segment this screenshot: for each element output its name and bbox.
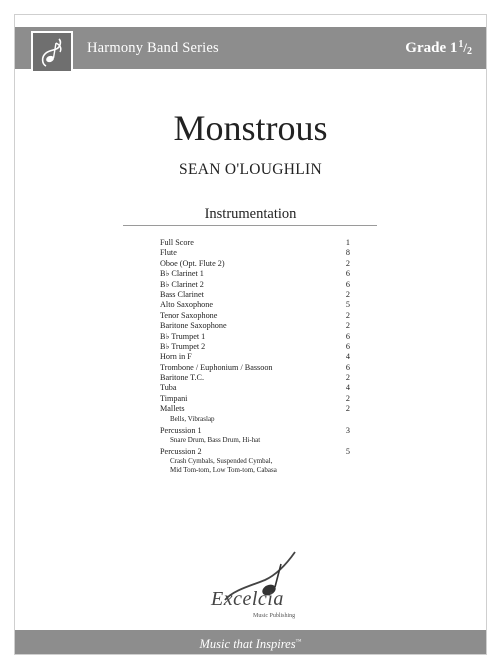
instrument-count: 2 xyxy=(345,393,350,403)
instrument-name: Percussion 2 xyxy=(160,447,202,457)
trademark-symbol: ™ xyxy=(295,639,302,645)
grade-fraction-denominator: 2 xyxy=(467,46,472,57)
instrument-name: Baritone T.C. xyxy=(160,373,205,383)
music-note-icon xyxy=(38,37,68,69)
instrument-name: B♭ Trumpet 1 xyxy=(160,331,206,341)
instrumentation-heading: Instrumentation xyxy=(204,206,297,222)
instrument-name: Timpani xyxy=(160,393,188,403)
footer-band xyxy=(15,630,486,654)
instrument-count: 2 xyxy=(345,258,350,268)
instrument-name: B♭ Clarinet 2 xyxy=(160,279,204,289)
instrument-count: 2 xyxy=(345,310,350,320)
instrument-count: 6 xyxy=(345,279,350,289)
instrument-row xyxy=(160,311,350,321)
instrument-count: 6 xyxy=(345,331,350,341)
instrument-row xyxy=(160,342,350,352)
instrument-row xyxy=(160,280,350,290)
instrument-note-line: Snare Drum, Bass Drum, Hi-hat xyxy=(170,436,261,445)
instrument-count: 5 xyxy=(345,300,350,310)
instrument-row xyxy=(160,248,350,258)
instrument-count: 6 xyxy=(345,341,350,351)
instrument-name: Tenor Saxophone xyxy=(160,310,218,320)
instrument-row xyxy=(160,238,350,248)
publisher-subtitle: Music Publishing xyxy=(253,613,296,619)
instrument-count: 2 xyxy=(345,404,350,414)
instrument-row xyxy=(160,404,350,414)
grade-prefix: Grade 1 xyxy=(405,40,458,56)
instrument-note-line: Bells, Vibraslap xyxy=(170,414,215,423)
piece-title: Monstrous xyxy=(173,108,328,148)
instrumentation-list xyxy=(160,238,350,477)
instrument-count: 3 xyxy=(345,425,350,435)
instrument-row xyxy=(160,300,350,310)
instrument-count: 2 xyxy=(345,289,350,299)
instrument-note xyxy=(160,436,350,445)
instrument-name: Full Score xyxy=(160,238,194,247)
tagline-text: Music that Inspires xyxy=(199,637,296,651)
instrument-count: 2 xyxy=(345,321,350,331)
grade-fraction-slash: / xyxy=(463,40,467,55)
score-cover xyxy=(14,14,487,655)
instrument-name: B♭ Clarinet 1 xyxy=(160,269,204,279)
instrument-name: Trombone / Euphonium / Bassoon xyxy=(160,362,273,372)
instrument-count: 1 xyxy=(345,238,350,247)
instrument-count: 4 xyxy=(345,383,350,393)
series-logo xyxy=(31,31,73,73)
instrument-name: B♭ Trumpet 2 xyxy=(160,341,206,351)
instrument-name: Percussion 1 xyxy=(160,425,202,435)
instrument-row xyxy=(160,394,350,404)
instrument-name: Bass Clarinet xyxy=(160,289,204,299)
composer-name: SEAN O'LOUGHLIN xyxy=(179,161,322,178)
series-title: Harmony Band Series xyxy=(87,40,219,56)
instrument-row xyxy=(160,447,350,457)
instrument-name: Mallets xyxy=(160,404,185,414)
heading-divider xyxy=(123,225,377,226)
instrument-row xyxy=(160,269,350,279)
tagline xyxy=(200,637,302,651)
publisher-logo xyxy=(203,550,303,622)
instrument-row xyxy=(160,352,350,362)
instrument-name: Tuba xyxy=(160,383,177,393)
instrument-count: 2 xyxy=(345,373,350,383)
instrument-row xyxy=(160,332,350,342)
instrument-name: Oboe (Opt. Flute 2) xyxy=(160,258,225,268)
instrument-row xyxy=(160,321,350,331)
instrument-note xyxy=(160,457,350,475)
instrument-row xyxy=(160,259,350,269)
instrument-count: 6 xyxy=(345,362,350,372)
instrument-note xyxy=(160,415,350,424)
instrument-count: 4 xyxy=(345,352,350,362)
grade-label xyxy=(405,39,472,57)
instrument-row xyxy=(160,426,350,436)
instrument-row xyxy=(160,290,350,300)
instrument-count: 8 xyxy=(345,248,350,258)
header-band xyxy=(15,27,486,69)
instrument-row xyxy=(160,363,350,373)
instrument-note-line: Mid Tom-tom, Low Tom-tom, Cabasa xyxy=(170,466,277,475)
grade-fraction-numerator: 1 xyxy=(458,39,464,50)
instrument-row xyxy=(160,373,350,383)
instrument-name: Baritone Saxophone xyxy=(160,321,227,331)
instrument-row xyxy=(160,383,350,393)
instrument-name: Flute xyxy=(160,248,177,258)
instrument-name: Alto Saxophone xyxy=(160,300,213,310)
instrument-count: 6 xyxy=(345,269,350,279)
instrument-count: 5 xyxy=(345,447,350,457)
publisher-name: Excelcia xyxy=(211,588,284,610)
instrument-name: Horn in F xyxy=(160,352,192,362)
instrument-note-line: Crash Cymbals, Suspended Cymbal, xyxy=(170,457,273,466)
